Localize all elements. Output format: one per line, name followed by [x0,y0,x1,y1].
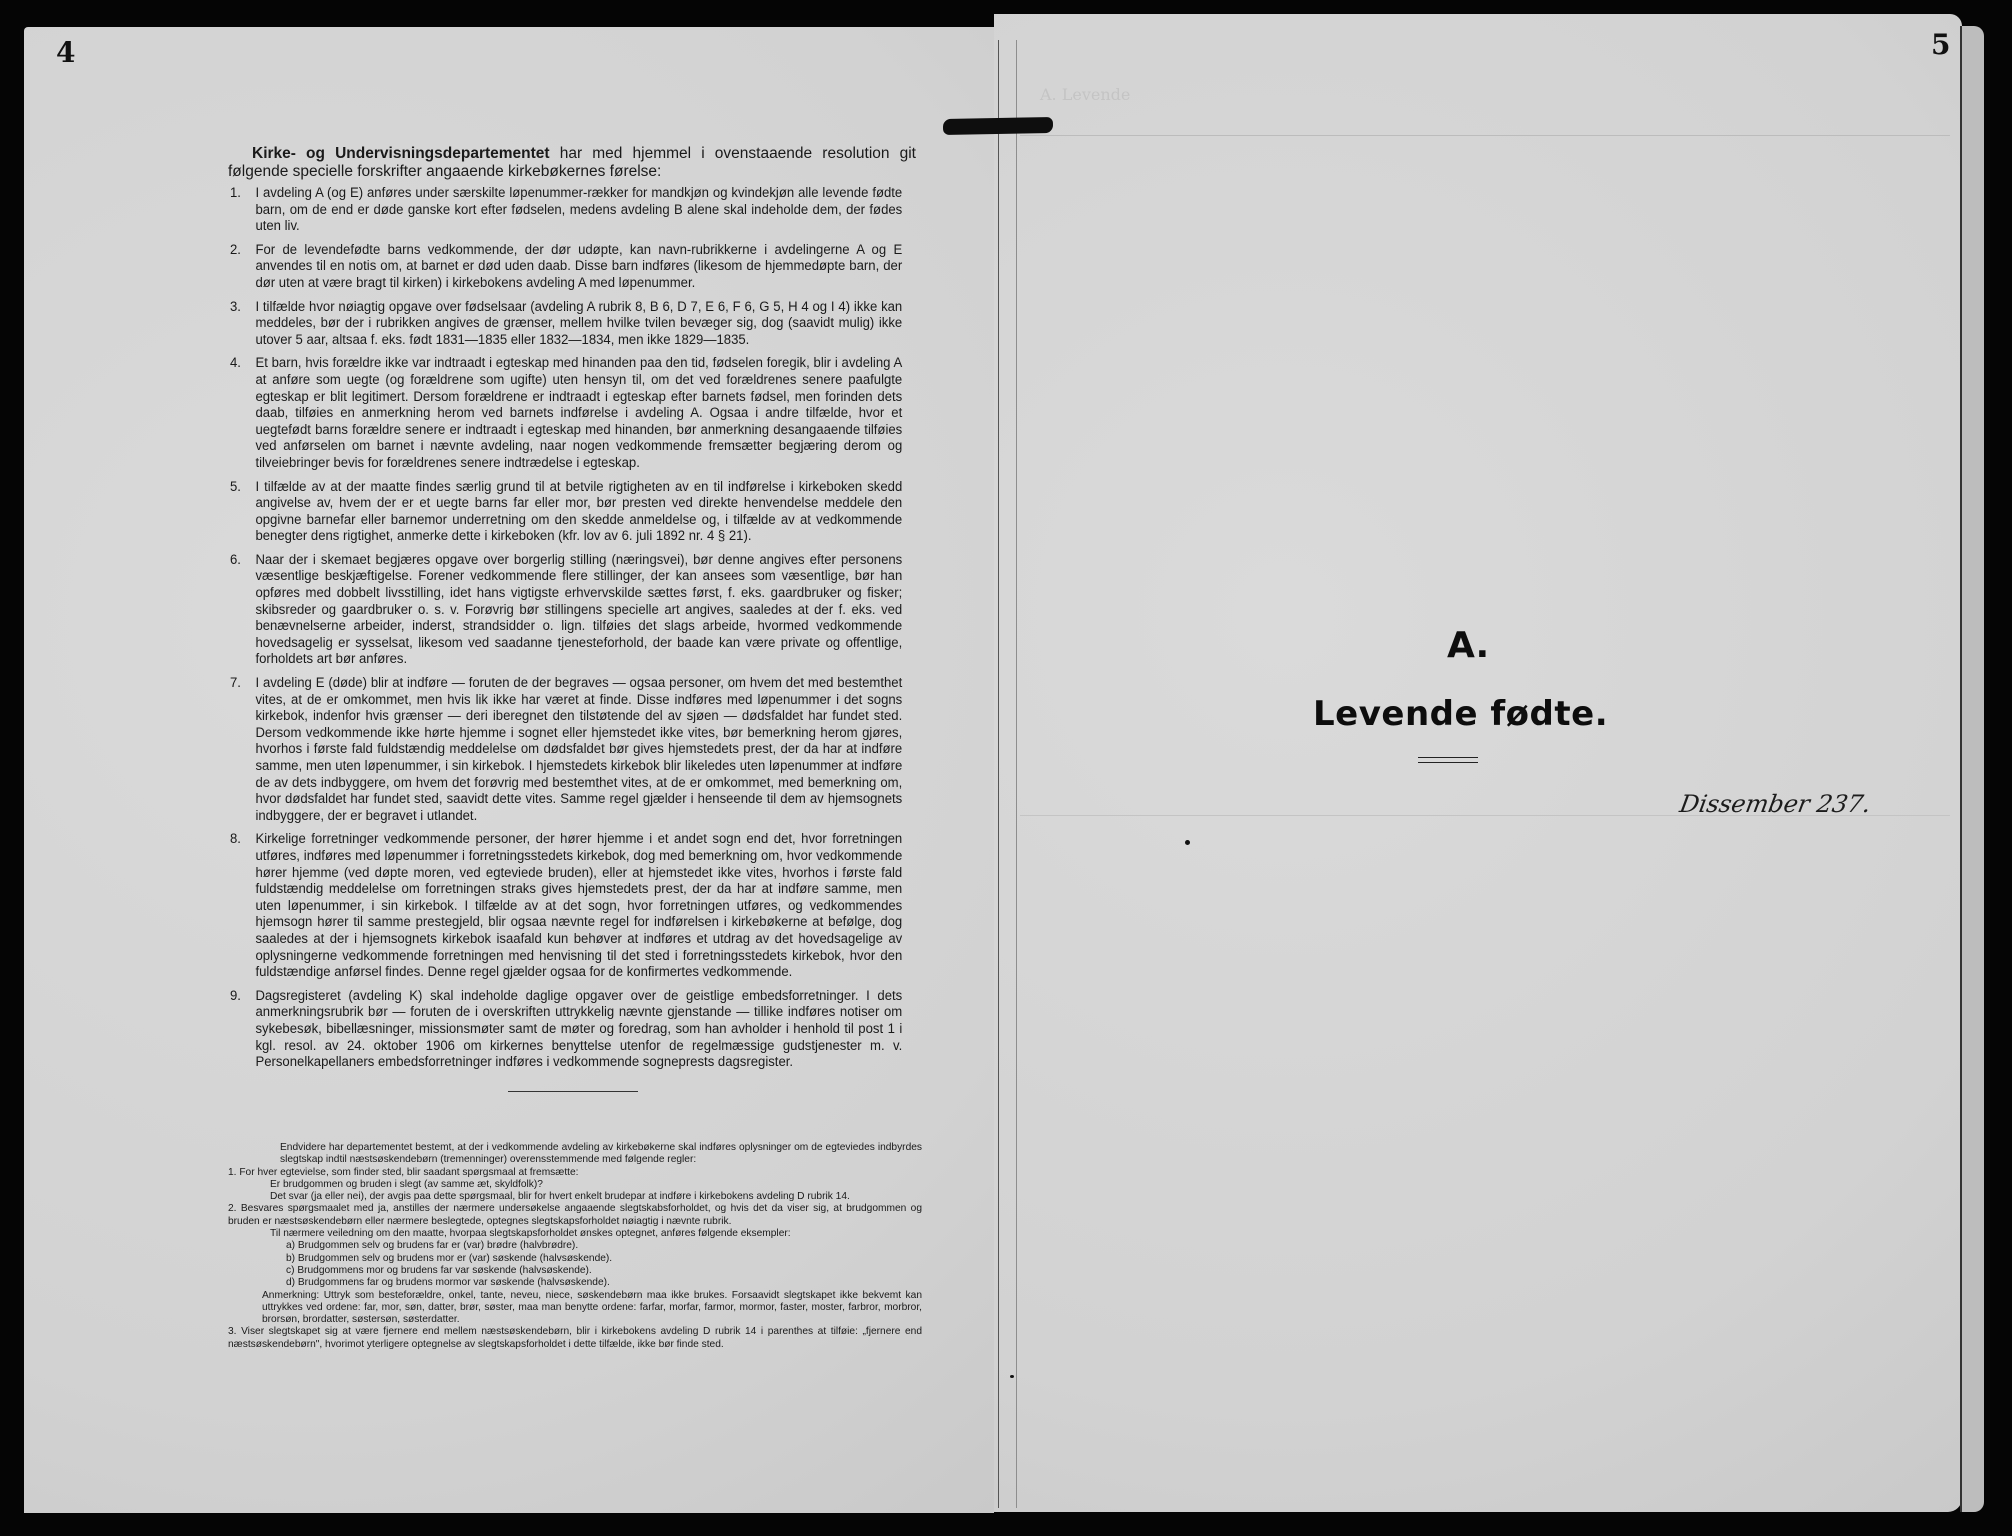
example-item: d) Brudgommens far og brudens mormor var søskende (halvsøskende). [286,1277,610,1289]
right-page [994,14,1962,1512]
rule-text: I avdeling E (døde) blir at indføre — foruten de der begraves — ogsaa personer, om hvem det med bestemthet vites, at de er omkommet, men hvis lik ikke har været at finde. Disse indføres med løpenummer i det sogns kirkebok, indenfor hvis grænser — deri iberegnet den tilstøtende del av sjøen — dødsfaldet har fundet sted. Dersom vedkommende ikke hørte hjemme i sognet eller hjemstedet ikke vites, bør bemerkning herom gjøres, hvorhos i første fald fuldstændig meddelelse om dødsfaldet bør gives hjemstedets prest, der da har at indføre samme, men uten løpenummer, i sin kirkebok. I hjemstedets kirkebok blir likeledes uten løpenummer at indføre de av dets indbyggere, om hvem det forøvrig med bestemthet vites, at de er omkommet, med bemerkning om, hvor dødsfaldet har fundet sted, saavidt dette vites. Samme regel gjælder i henseende til dem av hjemsognets indbyggere, der er begravet i utlandet. [255,675,903,823]
rule-text: Kirkelige forretninger vedkommende personer, der hører hjemme i et andet sogn end det, hvor forretningen utføres, indføres med løpenummer i forretningsstedets kirkebok, dog med bemerkning om, hvor vedkommende hører hjemme (ved døpte moren, ved egteviede bruden), eller at hjemstedet ikke vites, hvorhos i første fald fuldstændig meddelelse om forretningen straks gives hjemstedets prest, der da har at indføre samme, men uten løpenummer, i sin kirkebok. I tilfælde av at det sogn, hvor forretningen utføres, og vedkommendes hjemsogn hører til samme prestegjeld, blir ogsaa nævnte regel for indførelsen i kirkebøkerne at befølge, dog saaledes at der i hjemsognets kirkebok isaafald kun behøver at indføres et utdrag av det hovedsagelige av oplysningerne vedkommende forretningen med henvisning til det sted i forretningsstedets kirkebok, hvor den fuldstændige anførsel findes. Denne regel gjælder ogsaa for de konfirmertes vedkommende. [255,831,903,980]
addendum-item: 1. For hver egtevielse, som finder sted, blir saadant spørgsmaal at fremsætte: [228,1166,579,1178]
addendum-guide: Til nærmere veiledning om den maatte, hvorpaa slegtskapsforholdet ønskes optegnet, anføres følgende eksempler: [270,1228,791,1240]
ink-speck [1010,1375,1014,1378]
rule-number: 7. [229,675,241,691]
ink-speck [1185,840,1190,845]
example-item: c) Brudgommens mor og brudens far var søskende (halvsøskende). [286,1264,592,1276]
rule-item [228,355,902,471]
page-number-left: 4 [56,36,76,69]
rule-item [228,479,902,545]
section-letter: A. [1447,625,1490,666]
addendum-question: Er brudgommen og bruden i slegt (av samme æt, skyldfolk)? [270,1178,543,1190]
section-title: Levende fødte. [1313,694,1609,734]
title-double-rule [1418,757,1478,763]
gutter-line [998,40,999,1508]
kinship-addendum [222,1142,922,1351]
rule-text: I avdeling A (og E) anføres under særskilte løpenummer-rækker for mandkjøn og kvindekjøn alle levende fødte barn, om de end er døde ganske kort efter fødselen, medens avdeling B alene skal indeholde dem, der fødes uten liv. [255,185,903,234]
rule-item [228,988,902,1071]
rule-item [228,831,902,980]
example-item: a) Brudgommen selv og brudens far er (var) brødre (halvbrødre). [286,1240,579,1252]
rule-number: 1. [229,185,241,200]
rule-item [228,675,902,824]
intro-text: har med hjemmel i ovenstaaende resolution git følgende specielle forskrifter angaaende kirkebøkernes førelse: [228,145,916,180]
ink-blot-mark [943,117,1053,135]
intro-paragraph [228,145,916,181]
rule-text: Et barn, hvis forældre ikke var indtraadt i egteskap med hinanden paa den tid, fødselen foregik, blir i avdeling A at anføre som uegte (og forældrene som ugifte) uten hensyn til, om det ved forældrenes senere paafulgte egteskap er blit legitimert. Dersom forældrene er indtraadt i egteskap efter barnets fødsel, men forinden dets daab, tilføies en anmerkning herom ved barnets indførelse i avdeling A. Ogsaa i andre tilfælde, hvor et uegtefødt barns forældre senere er indtraadt i egteskap med hinanden, bør anmerkning desangaaende tilføies ved anførselen om barnet i nævnte avdeling, naar nogen vedkommende fremsætter begjæring derom og tilveiebringer bevis for forældrenes senere indtrædelse i egteskap. [255,355,903,470]
rule-item [228,299,902,349]
addendum-item: 3. Viser slegtskapet sig at være fjernere end mellem næstsøskendebørn, blir i kirkebokens avdeling D rubrik 14 i parenthes at tilføie: „fjernere end næstsøskendebørn", hvorimot yterligere optegnelse av slegtskapsforholdet i dette tilfælde, ikke bør finde sted. [228,1326,922,1350]
rule-text: Naar der i skemaet begjæres opgave over borgerlig stilling (næringsvei), bør denne angives efter personens væsentlige beskjæftigelse. Forener vedkommende flere stillinger, der kan ansees som væsentlige, bør han opføres med dobbelt livsstilling, idet hans vigtigste erhvervskilde sættes først, f. eks. gaardbruker og fisker; skibsreder og gaardbruker o. s. v. Forøvrig bør stillingens specielle art angives, saaledes at der f. eks. ved benævnelserne arbeider, inderst, strandsidder o. lign. tilføies det slags arbeide, hvormed vedkommende hovedsagelig er sysselsat, likesom ved saadanne tjenesteforhold, der baade kan være private og offentlige, forholdets art bør anføres. [255,551,903,667]
rules-list [228,185,916,1071]
rule-item [228,185,902,235]
rule-number: 6. [229,551,241,567]
handwritten-note: Dissember 237. [1677,790,1874,818]
rule-item [228,242,902,292]
rule-text: Dagsregisteret (avdeling K) skal indeholde daglige opgaver over de geistlige embedsforretninger. I dets anmerkningsrubrik bør — foruten de i overskriften uttrykkelig nævnte gjenstande — tillike indføres notiser om sykebesøk, bibellæsninger, missionsmøter samt de møter og foredrag, som han avholder i henhold til post 1 i kgl. resol. av 24. oktober 1906 om kirkernes benyttelse utenfor de regelmæssige gudstjenester m. v. Personelkapellaners embedsforretninger indføres i vedkommende sogneprests dagsregister. [255,987,903,1070]
rule-number: 9. [229,987,241,1003]
addendum-intro: Endvidere har departementet bestemt, at der i vedkommende avdeling av kirkebøkerne skal indføres oplysninger om de egteviedes indbyrdes slegtskap indtil næstsøskendebørn (tremenninger) overensstemmende med følgende regler: [280,1142,922,1166]
bleed-through-header: A. Levende [1040,85,1131,104]
gutter-line [1016,40,1017,1508]
rule-number: 2. [229,241,241,257]
rule-number: 4. [229,355,241,371]
page-number-right: 5 [1931,28,1951,61]
rule-item [228,552,902,668]
regulations-column [228,145,916,1092]
rule-text: For de levendefødte barns vedkommende, der dør udøpte, kan navn-rubrikkerne i avdelingerne A og E anvendes til en notis om, at barnet er død uden daab. Disse barn indføres (likesom de hjemmedøpte barn, der dør uten at være bragt til kirken) i kirkebokens avdeling A med løpenummer. [255,241,903,290]
rule-text: I tilfælde hvor nøiagtig opgave over fødselsaar (avdeling A rubrik 8, B 6, D 7, E 6, F 6, G 5, H 4 og I 4) ikke kan meddeles, bør der i rubrikken angives de grænser, mellem hvilke tvilen bevæger sig, dog (saavidt mulig) ikke utover 5 aar, altsaa f. eks. født 1831—1835 eller 1832—1834, men ikke 1829—1835. [255,298,903,347]
addendum-answer: Det svar (ja eller nei), der avgis paa dette spørgsmaal, blir for hvert enkelt brudepar at indføre i kirkebokens avdeling D rubrik 14. [270,1191,850,1203]
rule-text: I tilfælde av at der maatte findes særlig grund til at betvile rigtigheten av en til indførelse i kirkeboken skedd angivelse av, hvem der er et uegte barns far eller mor, bør presten ved direkte henvendelse meddele den opgivne barnefar eller barnemor underretning om den skedde anmeldelse og, i tilfælde av at vedkommende benegter dens rigtighet, anmerke dette i kirkeboken (kfr. lov av 6. juli 1892 nr. 4 § 21). [255,478,903,544]
section-separator [508,1091,638,1092]
bleed-through-rule [1020,135,1950,136]
addendum-note: Anmerkning: Uttryk som besteforældre, onkel, tante, neveu, niece, søskendebørn maa ikke brukes. Forsaavidt slegtskapet ikke bekvemt kan uttrykkes ved ordene: far, mor, søn, datter, brør, søster, maa man benytte ordene: farfar, morfar, farmor, mormor, faster, moster, farbror, morbror, brorsøn, brordatter, søstersøn, søsterdatter. [262,1289,922,1326]
rule-number: 3. [229,298,241,314]
department-name: Kirke- og Undervisningsdepartementet [252,145,550,162]
example-item: b) Brudgommen selv og brudens mor er (var) søskende (halvsøskende). [286,1252,613,1264]
page-block-edge [1960,26,1984,1512]
rule-number: 5. [229,478,241,494]
rule-number: 8. [229,831,241,847]
addendum-item: 2. Besvares spørgsmaalet med ja, anstilles der nærmere undersøkelse angaaende slegtskabsforholdet, og hvis det da viser sig, at brudgommen og bruden er næstsøskendebørn eller nærmere beslegtede, optegnes slegtskapsforholdet nøiagtig i nævnte rubrik. [228,1203,922,1227]
